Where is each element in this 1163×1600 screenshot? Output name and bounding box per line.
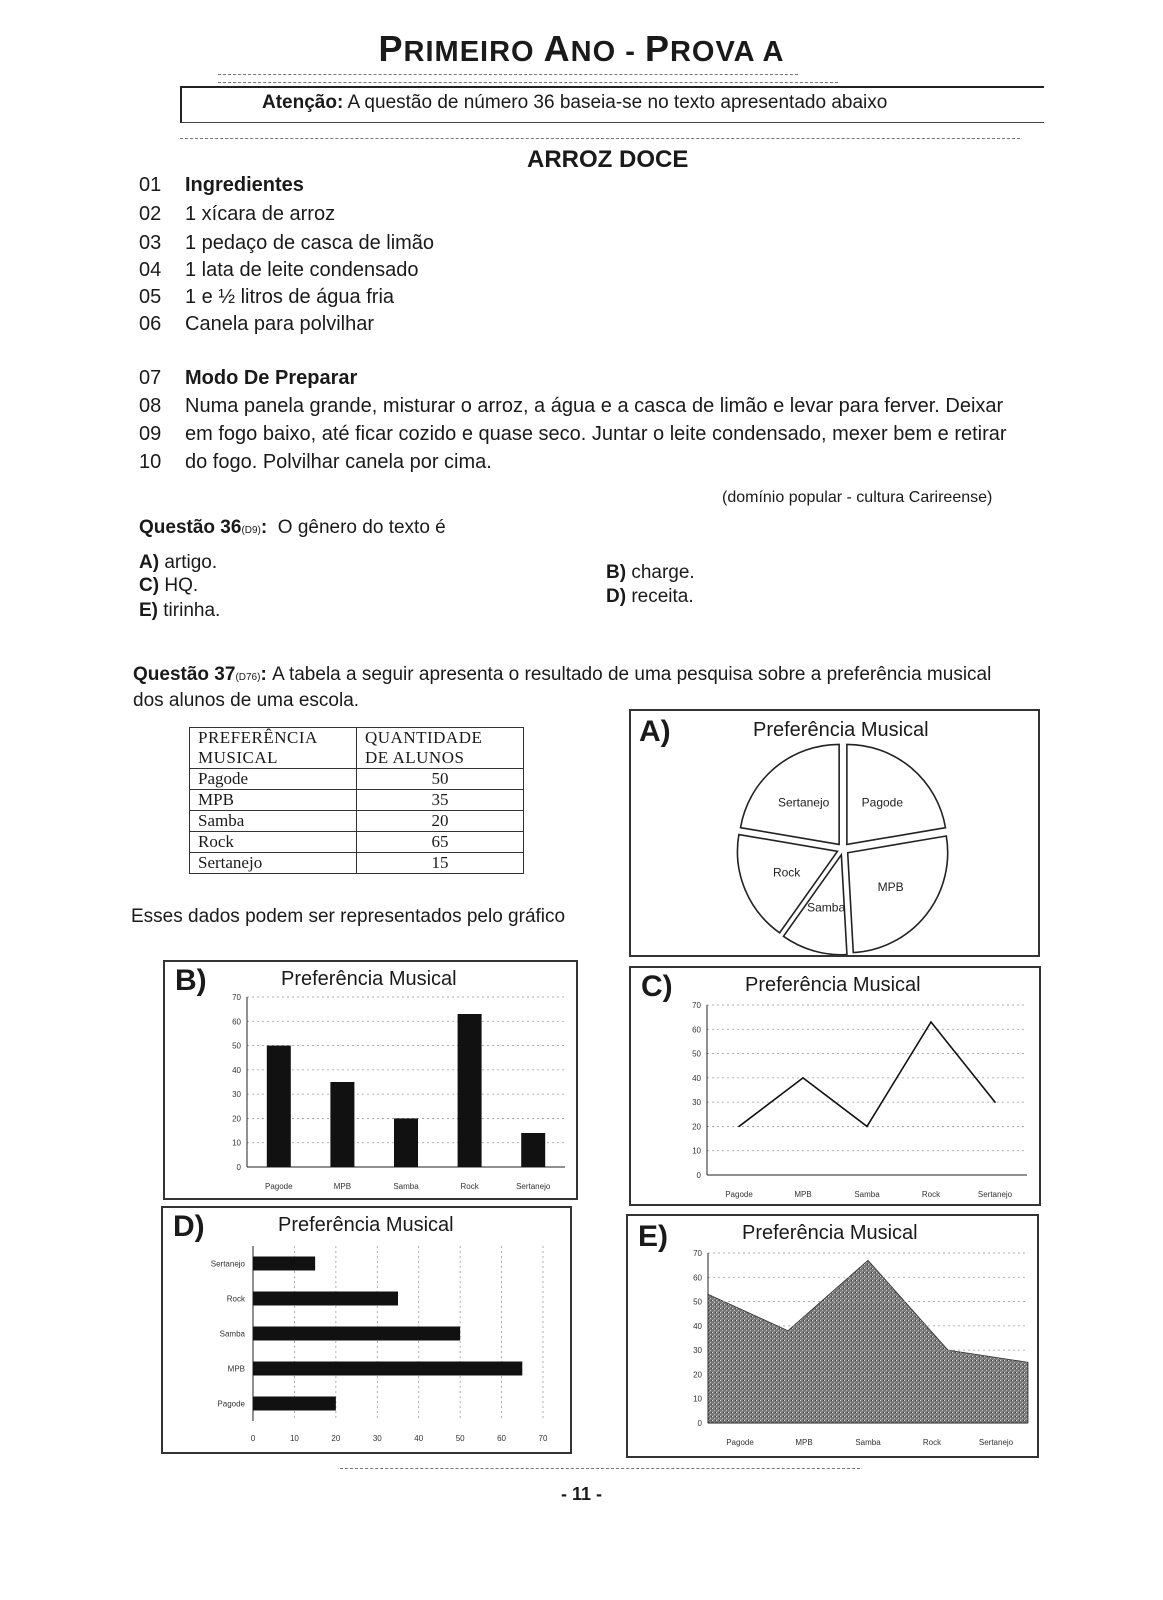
chart-d-ytick: MPB (227, 1364, 245, 1374)
table-row: Sertanejo 15 (190, 853, 524, 874)
chart-c-ytick: 20 (692, 1122, 701, 1132)
chart-e-xtick: MPB (795, 1438, 813, 1447)
chart-e-ytick: 70 (693, 1249, 702, 1258)
chart-d-ytick: Pagode (217, 1399, 245, 1409)
chart-a-label: A) (639, 715, 671, 748)
chart-d-xtick: 40 (414, 1434, 424, 1443)
line-text: Ingredientes (185, 174, 304, 196)
chart-c-point (802, 1077, 804, 1079)
page-title: PRIMEIRO ANO - PROVA A (378, 28, 785, 69)
chart-e-xtick: Sertanejo (978, 1438, 1014, 1447)
line-text: do fogo. Polvilhar canela por cima. (185, 451, 492, 473)
chart-e-xtick: Rock (922, 1438, 942, 1447)
chart-a-slice-label: Pagode (861, 795, 904, 810)
chart-b-ytick: 30 (232, 1090, 241, 1100)
chart-d-box[interactable] (161, 1206, 572, 1454)
recipe-line (139, 203, 335, 226)
chart-b-ytick: 10 (232, 1138, 241, 1148)
q36-option-a[interactable]: A) artigo. (139, 552, 218, 573)
chart-c-xtick: Pagode (725, 1190, 753, 1199)
chart-d-bar (253, 1257, 315, 1271)
chart-c-point (738, 1126, 740, 1128)
chart-b-bars (165, 962, 576, 1198)
chart-c-ytick: 0 (696, 1171, 701, 1180)
divider (180, 138, 1020, 139)
question-37-stem-cont: dos alunos de uma escola. (133, 690, 360, 711)
chart-c-ytick: 30 (692, 1098, 701, 1108)
chart-c-xtick: Samba (854, 1190, 880, 1199)
line-text: Modo De Preparar (185, 367, 358, 389)
chart-e-ytick: 50 (693, 1297, 702, 1307)
chart-b-box[interactable] (163, 960, 578, 1200)
page-number: - 11 - (560, 1484, 603, 1504)
chart-b-ytick: 50 (232, 1041, 241, 1051)
chart-c-title: Preferência Musical (745, 974, 921, 996)
chart-d-ytick: Rock (226, 1294, 245, 1304)
chart-c-ytick: 50 (692, 1049, 701, 1059)
chart-c-xtick: Sertanejo (977, 1190, 1013, 1199)
line-number: 07 (139, 367, 162, 389)
chart-b-bar (267, 1046, 291, 1167)
chart-d-bar (253, 1362, 522, 1376)
chart-d-bar (253, 1327, 460, 1341)
chart-b-ytick: 40 (232, 1065, 241, 1075)
chart-b-ytick: 0 (236, 1163, 241, 1172)
chart-e-ytick: 20 (693, 1370, 702, 1380)
chart-e-ytick: 10 (693, 1394, 702, 1404)
chart-b-bar (521, 1133, 545, 1167)
chart-d-title: Preferência Musical (278, 1214, 454, 1236)
chart-e-title: Preferência Musical (742, 1222, 918, 1244)
question-37-stem: Questão 37(D76): A tabela a seguir apresenta o resultado de uma pesquisa sobre a preferência musical (133, 664, 992, 685)
recipe-line (139, 395, 1003, 418)
line-text: 1 lata de leite condensado (185, 259, 419, 281)
table-header-count: QUANTIDADE DE ALUNOS (357, 728, 524, 769)
chart-e-ytick: 30 (693, 1346, 702, 1356)
chart-e-ytick: 0 (697, 1419, 702, 1428)
chart-b-xtick: Samba (393, 1182, 419, 1191)
chart-c-ytick: 10 (692, 1146, 701, 1156)
line-number: 05 (139, 286, 162, 308)
table-row: MPB 35 (190, 790, 524, 811)
q36-option-e[interactable]: E) tirinha. (139, 600, 221, 621)
attention-note: Atenção: A questão de número 36 baseia-se no texto apresentado abaixo (262, 92, 888, 113)
chart-d-bar (253, 1292, 398, 1306)
preference-table (189, 727, 524, 874)
chart-a-slice (848, 836, 948, 953)
chart-e-ytick: 60 (693, 1273, 702, 1283)
chart-c-ytick: 70 (692, 1001, 701, 1010)
chart-c-box[interactable] (629, 966, 1041, 1206)
chart-b-title: Preferência Musical (281, 968, 457, 990)
chart-b-xtick: MPB (333, 1182, 352, 1191)
line-number: 08 (139, 395, 162, 417)
line-text: em fogo baixo, até ficar cozido e quase seco. Juntar o leite condensado, mexer bem e retirar (185, 423, 1007, 445)
divider (218, 74, 798, 75)
chart-a-pie (631, 711, 1038, 955)
chart-b-xtick: Rock (460, 1182, 479, 1191)
chart-b-ytick: 60 (232, 1017, 241, 1027)
chart-c-ytick: 60 (692, 1025, 701, 1035)
chart-e-label: E) (638, 1220, 668, 1253)
chart-c-series-line (739, 1022, 995, 1126)
chart-d-xtick: 30 (372, 1434, 382, 1443)
line-number: 09 (139, 423, 162, 445)
chart-b-bar (394, 1118, 418, 1167)
chart-c-ytick: 40 (692, 1073, 701, 1083)
table-row: Rock 65 (190, 832, 524, 853)
chart-d-xtick: 10 (289, 1434, 299, 1443)
recipe-line (139, 313, 374, 336)
line-text: Numa panela grande, misturar o arroz, a água e a casca de limão e levar para ferver. Deixar (185, 395, 1004, 417)
chart-e-xtick: Pagode (726, 1438, 754, 1447)
recipe-line (139, 174, 304, 197)
recipe-credit: (domínio popular - cultura Carireense) (722, 489, 993, 506)
chart-d-xtick: 20 (331, 1434, 341, 1443)
chart-e-area (628, 1216, 1037, 1456)
table-row: Samba 20 (190, 811, 524, 832)
chart-a-slice-label: Sertanejo (777, 795, 830, 810)
recipe-line (139, 367, 357, 390)
chart-a-box[interactable] (629, 709, 1040, 957)
chart-a-title: Preferência Musical (753, 719, 929, 741)
table-row: Pagode 50 (190, 769, 524, 790)
recipe-line (139, 451, 492, 474)
divider (340, 1468, 860, 1469)
chart-b-xtick: Pagode (265, 1182, 293, 1191)
chart-c-point (866, 1126, 868, 1128)
chart-d-xtick: 70 (538, 1434, 548, 1443)
chart-b-bar (330, 1082, 354, 1167)
chart-e-xtick: Samba (855, 1438, 881, 1447)
chart-c-label: C) (641, 970, 673, 1003)
chart-c-point (994, 1101, 996, 1103)
question-36-stem: Questão 36(D9): O gênero do texto é (139, 517, 446, 538)
chart-d-xtick: 50 (455, 1434, 465, 1443)
recipe-title: ARROZ DOCE (527, 146, 689, 173)
chart-b-label: B) (175, 964, 207, 997)
table-header-genre: PREFERÊNCIA MUSICAL (190, 728, 357, 769)
chart-c-line (631, 968, 1039, 1204)
divider (218, 82, 838, 83)
chart-e-box[interactable] (626, 1214, 1039, 1458)
recipe-line (139, 423, 1007, 446)
recipe-line (139, 259, 419, 282)
line-number: 03 (139, 232, 162, 254)
chart-c-xtick: MPB (794, 1190, 812, 1199)
line-text: 1 xícara de arroz (185, 203, 336, 225)
chart-b-bar (458, 1014, 482, 1167)
chart-c-point (930, 1021, 932, 1023)
line-text: 1 pedaço de casca de limão (185, 232, 435, 254)
line-text: 1 e ½ litros de água fria (185, 286, 395, 308)
recipe-line (139, 286, 394, 309)
q36-option-d[interactable]: D) receita. (606, 586, 694, 607)
recipe-line (139, 232, 434, 255)
chart-d-xtick: 0 (250, 1434, 256, 1443)
chart-a-slice-label: MPB (877, 880, 904, 895)
chart-a-slice-label: Rock (772, 865, 801, 880)
chart-a-slice-label: Samba (807, 900, 846, 915)
q36-option-b[interactable]: B) charge. (606, 562, 695, 583)
q36-option-c[interactable]: C) HQ. (139, 575, 199, 596)
chart-d-label: D) (173, 1210, 205, 1243)
chart-d-hbars (163, 1208, 570, 1452)
line-number: 06 (139, 313, 162, 335)
chart-d-bar (253, 1397, 336, 1411)
q37-closing: Esses dados podem ser representados pelo gráfico (131, 906, 566, 927)
line-number: 04 (139, 259, 162, 281)
chart-b-ytick: 70 (232, 993, 241, 1002)
chart-d-xtick: 60 (497, 1434, 507, 1443)
chart-d-ytick: Samba (219, 1329, 245, 1339)
line-number: 02 (139, 203, 162, 225)
chart-b-ytick: 20 (232, 1114, 241, 1124)
chart-c-xtick: Rock (921, 1190, 941, 1199)
line-number: 01 (139, 174, 162, 196)
chart-b-xtick: Sertanejo (516, 1182, 551, 1191)
chart-e-ytick: 40 (693, 1321, 702, 1331)
line-text: Canela para polvilhar (185, 313, 375, 335)
chart-d-ytick: Sertanejo (210, 1259, 245, 1269)
line-number: 10 (139, 451, 162, 473)
